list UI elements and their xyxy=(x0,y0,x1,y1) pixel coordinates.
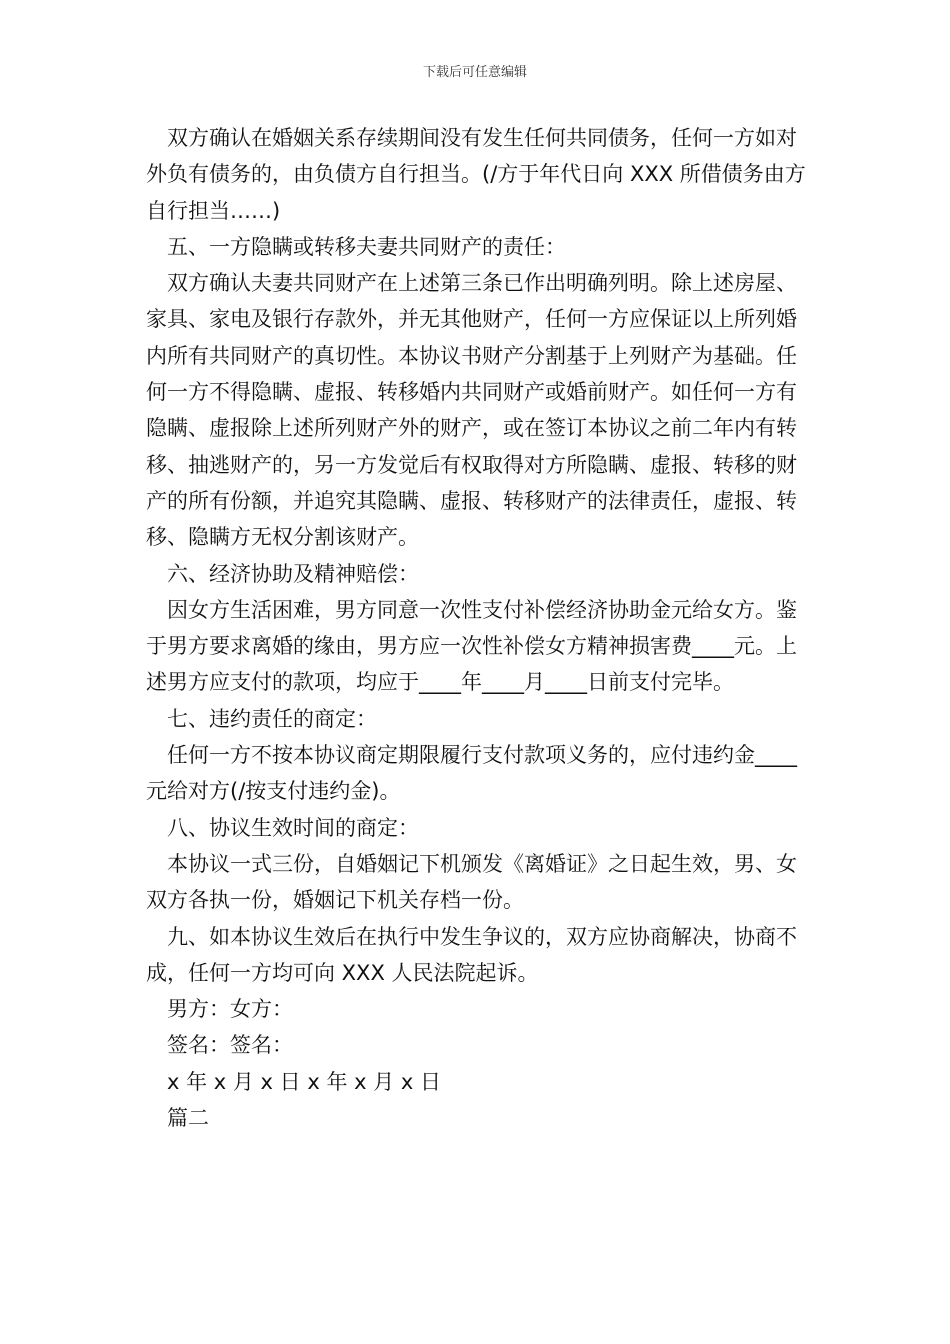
date-line: x 年 x 月 x 日 x 年 x 月 x 日 xyxy=(167,1069,441,1094)
party-labels: 男方：女方： xyxy=(167,997,293,1022)
next-part-heading: 篇二 xyxy=(167,1106,209,1131)
section-heading-8: 八、协议生效时间的商定： xyxy=(167,815,419,840)
section-heading-5: 五、一方隐瞒或转移夫妻共同财产的责任： xyxy=(167,234,566,259)
document-body xyxy=(146,120,816,1136)
paragraph-property-confirmation: 双方确认夫妻共同财产在上述第三条已作出明确列明。除上述房屋、家具、家电及银行存款外，并无其他财产，任何一方应保证以上所列婚内所有共同财产的真切性。本协议书财产分割基于上列财产为基础。任何一方不得隐瞒、虚报、转移婚内共同财产或婚前财产。如任何一方有隐瞒、虚报除上述所列财产外的财产，或在签订本协议之前二年内有转移、抽逃财产的，另一方发觉后有权取得对方所隐瞒、虚报、转移的财产的所有份额，并追究其隐瞒、虚报、转移财产的法律责任，虚报、转移、隐瞒方无权分割该财产。 xyxy=(146,271,797,550)
section-heading-7: 七、违约责任的商定： xyxy=(167,706,377,731)
page-header: 下载后可任意编辑 xyxy=(422,65,527,80)
section-heading-6: 六、经济协助及精神赔偿： xyxy=(167,561,419,586)
paragraph-breach: 任何一方不按本协议商定期限履行支付款项义务的，应付违约金____元给对方(/按支付违约金)。 xyxy=(146,743,797,804)
signature-labels: 签名：签名： xyxy=(167,1033,293,1058)
paragraph-compensation: 因女方生活困难，男方同意一次性支付补偿经济协助金元给女方。鉴于男方要求离婚的缘由，男方应一次性补偿女方精神损害费____元。上述男方应支付的款项，均应于____年____月____日前支付完毕。 xyxy=(146,597,797,695)
paragraph-effective: 本协议一式三份，自婚姻记下机颁发《离婚证》之日起生效，男、女双方各执一份，婚姻记下机关存档一份。 xyxy=(146,851,797,913)
paragraph-debt-confirmation: 双方确认在婚姻关系存续期间没有发生任何共同债务，任何一方如对外负有债务的，由负债方自行担当。(/方于年代日向 XXX 所借债务由方自行担当……) xyxy=(146,126,806,223)
section-9-dispute: 九、如本协议生效后在执行中发生争议的，双方应协商解决，协商不成，任何一方均可向 XXX 人民法院起诉。 xyxy=(146,924,797,985)
